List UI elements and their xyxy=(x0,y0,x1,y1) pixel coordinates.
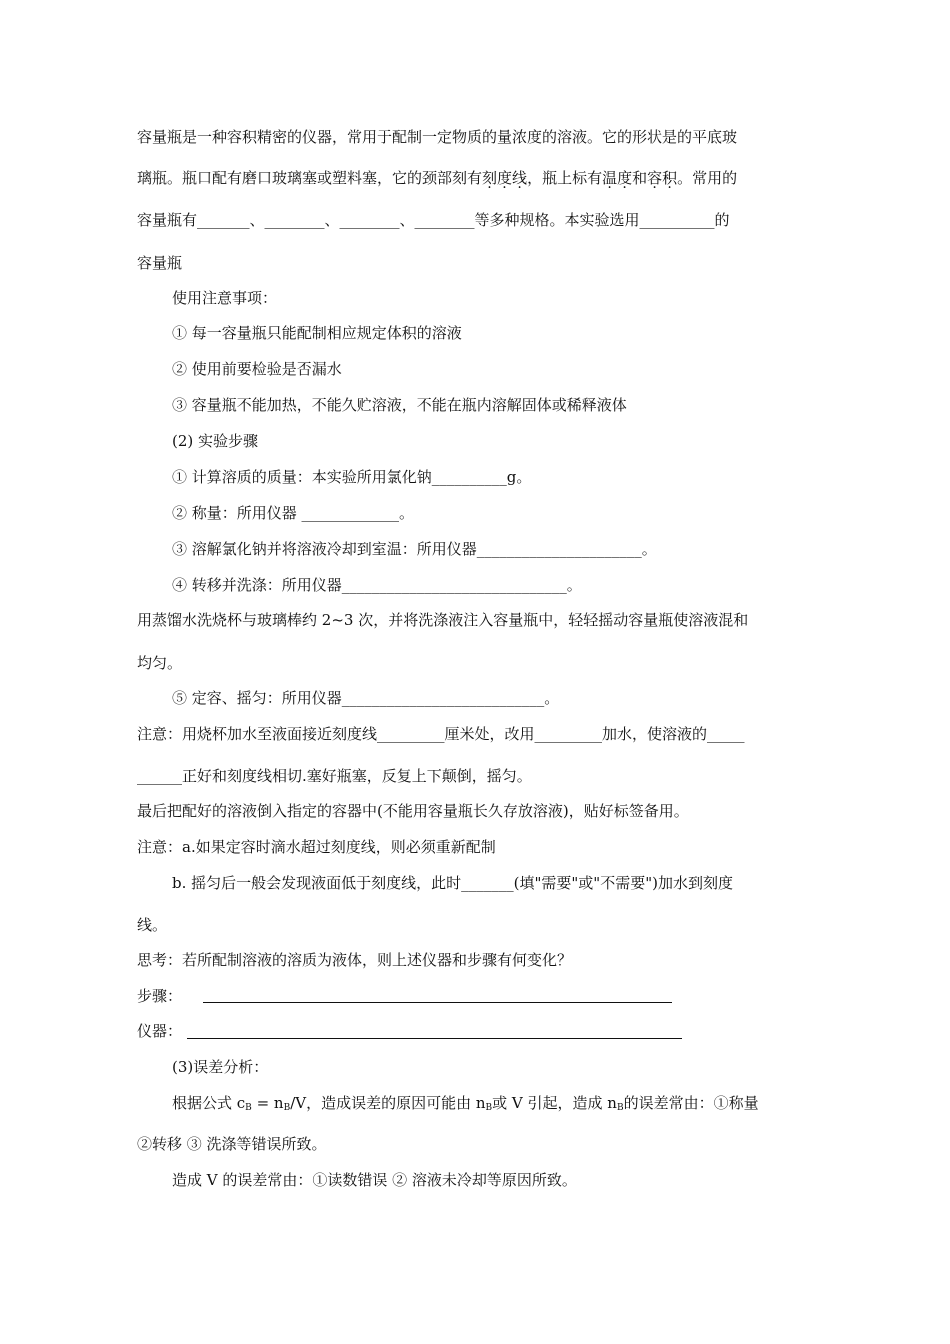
intro-line-2-pre: 璃瓶。瓶口配有磨口玻璃塞或塑料塞，它的颈部刻有 xyxy=(137,169,483,187)
wash-line-1: 用蒸馏水洗烧杯与玻璃棒约 2~3 次，并将洗涤液注入容量瓶中，轻轻摇动容量瓶使溶液混和 xyxy=(137,611,749,629)
intro-line-3: 容量瓶有_______、________、________、________等多种规格。本实验选用__________的 xyxy=(137,211,730,229)
error-formula-i: 的误差常由：①称量 xyxy=(623,1094,759,1112)
emphasis-char: 容 xyxy=(647,169,663,187)
error-formula-c: = n xyxy=(251,1094,284,1112)
emphasis-char: 线 xyxy=(512,169,528,187)
think-steps-label: 步骤： xyxy=(137,987,183,1005)
step-4: ④ 转移并洗涤：所用仪器______________________________。 xyxy=(172,576,582,594)
emphasis-char: 积 xyxy=(662,169,678,187)
emphasis-char: 度 xyxy=(617,169,633,187)
intro-line-2 xyxy=(137,168,737,188)
attention-1-line-1: 注意：用烧杯加水至液面接近刻度线_________厘米处，改用_________加水，使溶液的_____ xyxy=(137,725,745,743)
error-formula-line xyxy=(172,1093,759,1118)
subscript: B xyxy=(485,1103,493,1113)
attention-2: 注意：a.如果定容时滴水超过刻度线，则必须重新配制 xyxy=(137,838,496,856)
notes-title: 使用注意事项： xyxy=(172,289,278,307)
error-formula-e: /V，造成误差的原因可能由 n xyxy=(290,1094,486,1112)
attention-3-line-2: 线。 xyxy=(137,916,168,934)
think-steps-answer-line xyxy=(203,1002,672,1003)
error-line-2: ②转移 ③ 洗涤等错误所致。 xyxy=(137,1135,327,1153)
attention-1-line-2: ______正好和刻度线相切.塞好瓶塞，反复上下颠倒，摇匀。 xyxy=(137,767,532,785)
step-1: ① 计算溶质的质量：本实验所用氯化钠__________g。 xyxy=(172,468,532,486)
step-5: ⑤ 定容、摇匀：所用仪器___________________________。 xyxy=(172,689,560,707)
step-3: ③ 溶解氯化钠并将溶液冷却到室温：所用仪器______________________。 xyxy=(172,540,657,558)
final-step: 最后把配好的溶液倒入指定的容器中(不能用容量瓶长久存放溶液)，贴好标签备用。 xyxy=(137,802,689,820)
emphasis-char: 温 xyxy=(602,169,618,187)
intro-line-2-mid: ，瓶上标有 xyxy=(527,169,603,187)
think-question: 思考：若所配制溶液的溶质为液体，则上述仪器和步骤有何变化？ xyxy=(137,951,573,969)
subscript: B xyxy=(283,1103,291,1113)
think-instruments-answer-line xyxy=(187,1038,682,1039)
error-formula-g: 或 V 引起，造成 n xyxy=(492,1094,617,1112)
step-2: ② 称量：所用仪器 _____________。 xyxy=(172,504,415,522)
intro-line-4: 容量瓶 xyxy=(137,254,183,272)
note-2: ② 使用前要检验是否漏水 xyxy=(172,360,342,378)
note-1: ① 每一容量瓶只能配制相应规定体积的溶液 xyxy=(172,324,462,342)
think-instruments-label: 仪器： xyxy=(137,1022,183,1040)
error-formula-a: 根据公式 c xyxy=(172,1094,246,1112)
steps-title: (2) 实验步骤 xyxy=(172,432,259,450)
attention-3-line-1: b. 摇匀后一般会发现液面低于刻度线，此时_______(填"需要"或"不需要")加水到刻度 xyxy=(172,874,733,892)
error-line-3: 造成 V 的误差常由：①读数错误 ② 溶液未冷却等原因所致。 xyxy=(172,1171,577,1189)
note-3: ③ 容量瓶不能加热，不能久贮溶液，不能在瓶内溶解固体或稀释液体 xyxy=(172,396,627,414)
error-analysis-title: (3)误差分析： xyxy=(172,1058,269,1076)
emphasis-char: 度 xyxy=(497,169,513,187)
intro-line-2-post: 。常用的 xyxy=(677,169,738,187)
intro-line-1: 容量瓶是一种容积精密的仪器，常用于配制一定物质的量浓度的溶液。它的形状是的平底玻 xyxy=(137,128,738,146)
intro-line-2-and: 和 xyxy=(632,169,648,187)
subscript: B xyxy=(616,1103,624,1113)
wash-line-2: 均匀。 xyxy=(137,654,183,672)
emphasis-char: 刻 xyxy=(482,169,498,187)
subscript: B xyxy=(245,1103,252,1113)
